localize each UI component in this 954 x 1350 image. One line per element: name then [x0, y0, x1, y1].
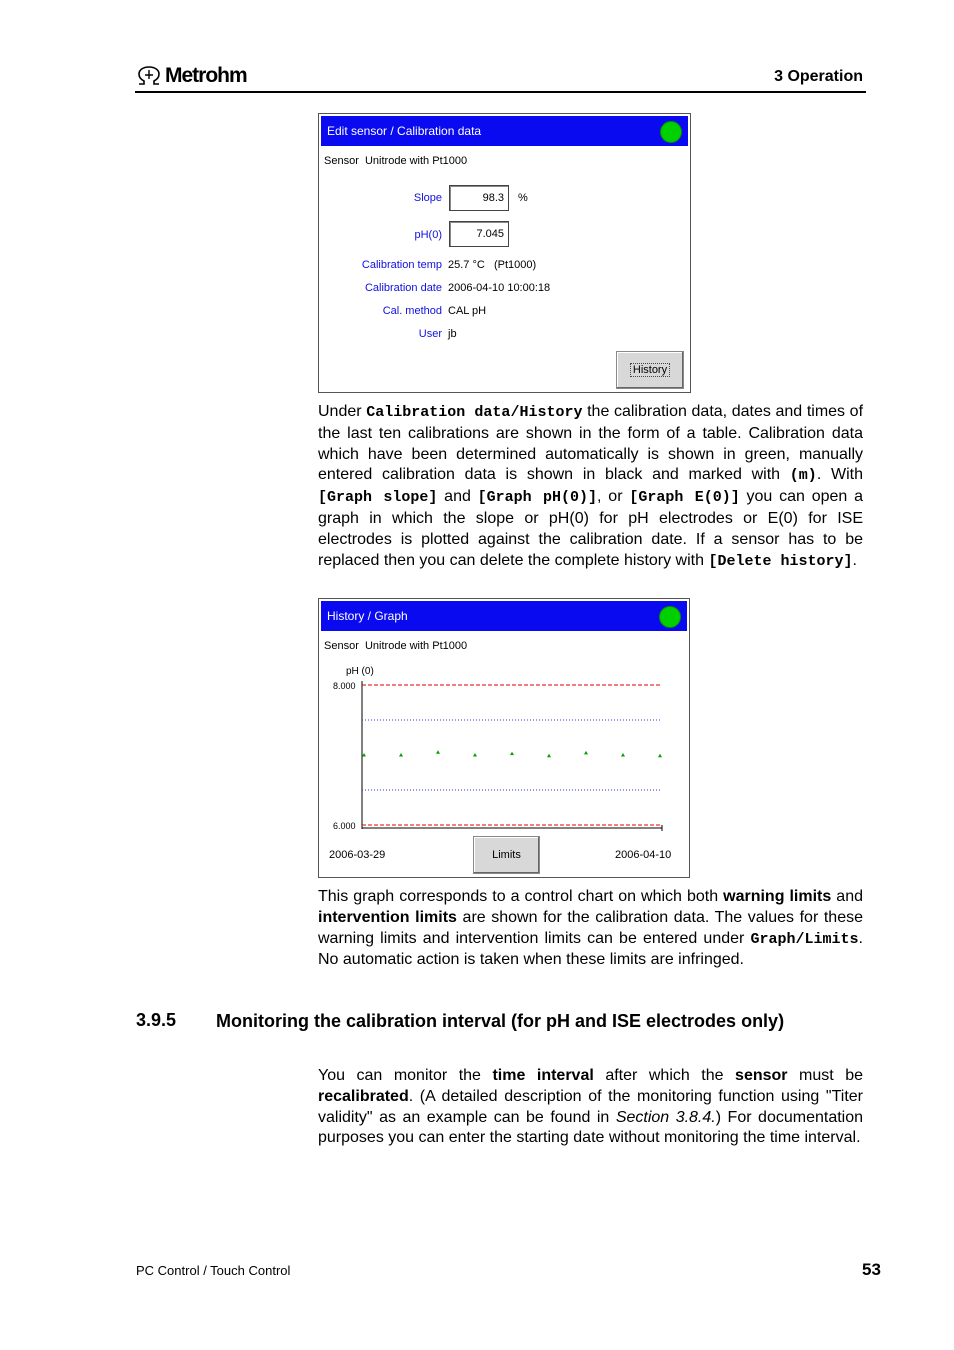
date-end: 2006-04-10 — [615, 849, 672, 861]
limits-button[interactable]: Limits — [473, 836, 540, 874]
slope-field[interactable]: 98.3 — [449, 185, 509, 211]
separator: / — [510, 404, 520, 421]
sensor-label: Sensor — [324, 640, 359, 652]
history-button-label: History — [630, 363, 670, 377]
cal-method-label: Cal. method — [382, 305, 442, 317]
y-tick-label: 8.000 — [333, 681, 356, 691]
history-graph-window — [318, 598, 690, 878]
text: You can monitor the — [318, 1067, 493, 1084]
calibration-data-window — [318, 113, 691, 393]
section-number: 3.9.5 — [136, 1010, 177, 1030]
window-title: Edit sensor / Calibration data — [327, 124, 482, 138]
term: intervention limits — [318, 908, 457, 926]
sensor-row — [324, 640, 467, 652]
text: . No automatic action is taken when these limits are infringed. — [318, 929, 863, 969]
term: recalibrated — [318, 1087, 409, 1105]
sensor-label: Sensor — [324, 155, 359, 167]
term: time interval — [492, 1067, 594, 1084]
text: and — [437, 488, 478, 506]
ph0-field[interactable]: 7.045 — [449, 221, 509, 247]
text: ) For documentation purposes you can enter the starting date without monitoring the time interval. — [318, 1108, 864, 1147]
window-title: History / Graph — [327, 609, 408, 623]
menu-key: (m) — [789, 467, 817, 485]
paragraph-control-chart — [318, 887, 863, 971]
footer-title: PC Control / Touch Control — [136, 1263, 291, 1278]
paragraph-monitoring — [318, 1066, 863, 1149]
section-title: Monitoring the calibration interval (for pH and ISE electrodes only) — [216, 1011, 785, 1031]
brand-name: Metrohm — [165, 64, 247, 87]
text: must be — [787, 1067, 864, 1084]
separator: / — [795, 930, 805, 948]
text: . (A detailed description of the monitoring function using "Titer validity" as an example can be found in — [318, 1087, 863, 1126]
chapter-title: 3 Operation — [774, 68, 863, 85]
data-point — [436, 750, 440, 754]
text: This graph corresponds to a control chart on which both — [318, 888, 724, 905]
data-point — [547, 754, 551, 758]
history-button[interactable] — [616, 351, 684, 389]
window-titlebar — [321, 116, 688, 146]
cal-date-value: 2006-04-10 10:00:18 — [448, 282, 551, 294]
menu-key: History — [519, 404, 583, 421]
menu-key: Limits — [804, 930, 859, 948]
text: after which the — [593, 1067, 736, 1084]
y-tick-label: 6.000 — [333, 821, 356, 831]
button-key: [Delete history] — [708, 552, 853, 570]
data-point — [362, 753, 366, 757]
cal-date-label: Calibration date — [364, 282, 442, 294]
date-start: 2006-03-29 — [329, 849, 386, 861]
term: warning limits — [723, 888, 832, 905]
data-point — [399, 753, 403, 757]
text: you can open a graph in which the slope or pH(0) for pH electrodes or E(0) for ISE electrodes is plotted against the calibration date. If a sensor has to be replaced then you can delete the complete history with — [318, 488, 863, 569]
text: are shown for the calibration data. The values for these warning limits and intervention limits can be entered under — [318, 908, 864, 947]
menu-key: Calibration data — [366, 404, 511, 421]
term: sensor — [735, 1067, 788, 1084]
history-chart — [319, 659, 689, 834]
omega-icon — [136, 66, 162, 86]
slope-unit: % — [518, 192, 528, 204]
y-axis-label: pH (0) — [346, 666, 374, 677]
slope-label: Slope — [413, 192, 442, 204]
page-number: 53 — [862, 1260, 881, 1279]
status-led-icon — [659, 606, 681, 628]
data-point — [510, 752, 514, 756]
sensor-row — [324, 155, 467, 167]
user-label: User — [418, 328, 442, 340]
data-point — [584, 751, 588, 755]
cal-temp-value: 25.7 °C (Pt1000) — [448, 259, 537, 271]
button-key: [Graph slope] — [318, 489, 438, 507]
text: . — [852, 551, 857, 569]
data-point — [473, 753, 477, 757]
text: Under — [318, 403, 367, 420]
text: and — [831, 888, 864, 905]
sensor-value: Unitrode with Pt1000 — [364, 155, 468, 167]
cal-method-value: CAL pH — [448, 305, 487, 317]
button-key: [Graph E(0)] — [629, 489, 740, 507]
paragraph-history — [318, 402, 863, 572]
text: the calibration data, dates and times of the last ten calibrations are shown in the form of a table. Calibration data which have been determined automatically is shown in green, manually entered calibration data is shown in black and marked with — [318, 403, 864, 484]
metrohm-logo — [136, 64, 247, 88]
cal-temp-label: Calibration temp — [361, 259, 442, 271]
user-value: jb — [448, 328, 457, 340]
section-heading — [136, 1010, 876, 1060]
sensor-value: Unitrode with Pt1000 — [364, 640, 468, 652]
header-divider — [135, 91, 866, 93]
ph0-label: pH(0) — [414, 229, 442, 241]
text: . With — [816, 466, 863, 484]
window-titlebar — [321, 601, 687, 631]
data-point — [658, 754, 662, 758]
button-key: [Graph pH(0)] — [477, 489, 598, 507]
text: , or — [597, 488, 630, 506]
status-led-icon — [660, 121, 682, 143]
cross-reference[interactable]: Section 3.8.4. — [615, 1108, 716, 1126]
menu-key: Graph — [750, 930, 796, 948]
data-point — [621, 753, 625, 757]
